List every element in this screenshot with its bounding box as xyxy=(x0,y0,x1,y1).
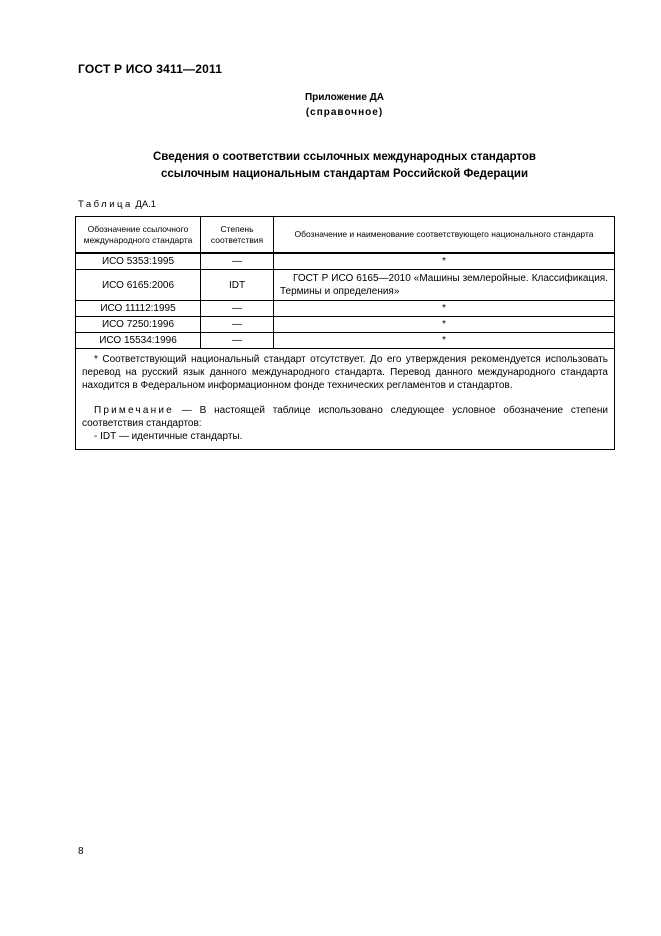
note-item-idt: - IDT — идентичные стандарты. xyxy=(94,431,243,442)
col-header-international-standard: Обозначение ссылочного международного стандарта xyxy=(76,217,201,254)
cell-intl-standard: ИСО 7250:1996 xyxy=(76,317,201,333)
cell-degree: — xyxy=(201,317,274,333)
table-label xyxy=(78,199,156,210)
cell-intl-standard: ИСО 5353:1995 xyxy=(76,253,201,270)
table-row xyxy=(76,301,615,317)
appendix-heading xyxy=(75,90,614,120)
cell-intl-standard: ИСО 11112:1995 xyxy=(76,301,201,317)
cell-national-standard: * xyxy=(274,317,615,333)
correspondence-table xyxy=(75,216,615,450)
section-title-line2: ссылочным национальным стандартам Российской Федерации xyxy=(160,168,529,180)
cell-national-standard: ГОСТ Р ИСО 6165—2010 «Машины землеройные. Классификация. Термины и определения» xyxy=(274,270,615,301)
section-title-line1: Сведения о соответствии ссылочных международных стандартов xyxy=(152,151,536,163)
table-label-number: ДА.1 xyxy=(135,199,157,210)
table-note-row xyxy=(76,349,615,450)
appendix-title: Приложение ДА xyxy=(304,92,385,103)
table-row xyxy=(76,317,615,333)
table-row xyxy=(76,333,615,349)
page-number: 8 xyxy=(78,846,84,857)
note-label: Примечание xyxy=(94,405,174,416)
table-label-word: Таблица xyxy=(78,199,133,210)
table-row xyxy=(76,253,615,270)
table-note-cell xyxy=(76,349,615,450)
cell-degree: — xyxy=(201,333,274,349)
cell-national-standard: * xyxy=(274,301,615,317)
cell-intl-standard: ИСО 15534:1996 xyxy=(76,333,201,349)
cell-intl-standard: ИСО 6165:2006 xyxy=(76,270,201,301)
col-header-degree: Степень соответствия xyxy=(201,217,274,254)
col-header-national-standard: Обозначение и наименование соответствующего национального стандарта xyxy=(274,217,615,254)
cell-degree: — xyxy=(201,253,274,270)
appendix-subtitle: (справочное) xyxy=(305,107,384,118)
cell-degree: — xyxy=(201,301,274,317)
cell-degree: IDT xyxy=(201,270,274,301)
cell-national-standard: * xyxy=(274,333,615,349)
table-header-row xyxy=(76,217,615,254)
note-text: — В настоящей таблице использовано следующее условное обозначение степени соответствия стандартов: xyxy=(82,405,608,429)
table-footnote: * Соответствующий национальный стандарт отсутствует. До его утверждения рекомендуется использовать перевод на русский язык данного международного стандарта. Перевод данного международного стандарта находится в Федеральном информационном фонде технических регламентов и стандартов. xyxy=(82,354,608,391)
doc-code: ГОСТ Р ИСО 3411—2011 xyxy=(78,62,223,76)
table-note xyxy=(82,404,608,430)
cell-national-standard: * xyxy=(274,253,615,270)
table-row xyxy=(76,270,615,301)
section-title xyxy=(75,149,614,183)
